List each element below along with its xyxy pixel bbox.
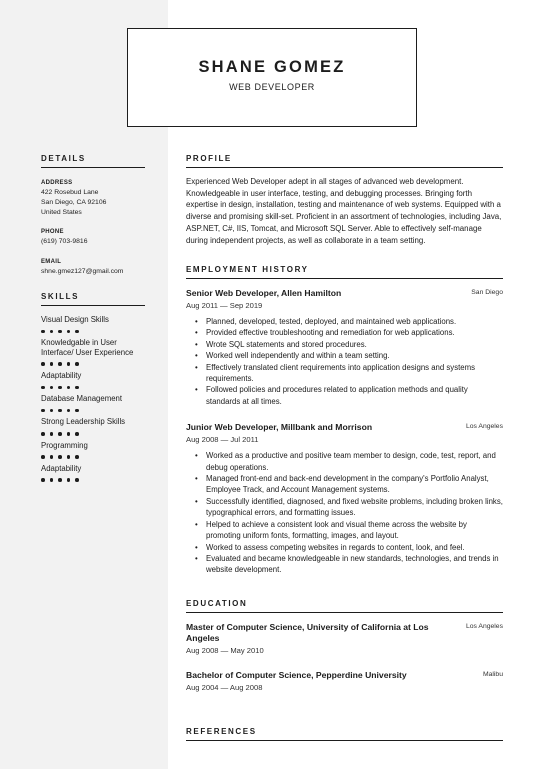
name-header-box bbox=[127, 28, 417, 127]
education-entry bbox=[186, 622, 503, 655]
rating-dot bbox=[75, 455, 79, 459]
profile-heading: PROFILE bbox=[186, 154, 503, 168]
job-header bbox=[186, 288, 503, 299]
employment-heading: EMPLOYMENT HISTORY bbox=[186, 265, 503, 279]
skill-name: Strong Leadership Skills bbox=[41, 417, 126, 427]
rating-dot bbox=[41, 455, 45, 459]
rating-dot bbox=[75, 432, 79, 436]
education-list bbox=[186, 622, 503, 692]
education-header bbox=[186, 670, 503, 681]
education-heading: EDUCATION bbox=[186, 599, 503, 613]
employment-section bbox=[186, 265, 503, 576]
education-section bbox=[186, 599, 503, 692]
candidate-name: SHANE GOMEZ bbox=[198, 58, 346, 76]
rating-dot bbox=[67, 409, 71, 413]
job-title: Senior Web Developer, Allen Hamilton bbox=[186, 288, 342, 298]
rating-dot bbox=[50, 330, 54, 334]
skill-name: Adaptability bbox=[41, 463, 82, 473]
rating-dot bbox=[41, 478, 45, 482]
rating-dot bbox=[67, 386, 71, 390]
job-bullet: • Planned, developed, tested, deployed, and maintained web applications. bbox=[195, 316, 503, 327]
job-bullet: • Evaluated and became knowledgeable in new standards, technologies, and trends in website development. bbox=[195, 553, 503, 576]
rating-dot bbox=[67, 362, 71, 366]
education-dates: Aug 2008 — May 2010 bbox=[186, 646, 264, 655]
job-bullet: • Provided effective troubleshooting and remediation for web applications. bbox=[195, 327, 503, 338]
skill-item bbox=[41, 441, 145, 459]
job-entry bbox=[186, 288, 503, 407]
skill-name: Adaptability bbox=[41, 370, 82, 380]
skill-rating bbox=[41, 432, 145, 436]
job-bullet: • Wrote SQL statements and stored procedures. bbox=[195, 339, 503, 350]
skill-rating bbox=[41, 478, 145, 482]
details-section bbox=[41, 154, 145, 277]
education-dates: Aug 2004 — Aug 2008 bbox=[186, 683, 263, 692]
rating-dot bbox=[75, 362, 79, 366]
job-bullet: • Worked to assess competing websites in regards to content, look, and feel. bbox=[195, 542, 503, 553]
skill-item bbox=[41, 417, 145, 435]
jobs-list bbox=[186, 288, 503, 576]
rating-dot bbox=[41, 362, 45, 366]
rating-dot bbox=[58, 362, 62, 366]
job-bullet: • Successfully identified, diagnosed, and fixed website problems, including broken links, typographical errors, and formatting issues. bbox=[195, 496, 503, 519]
education-header bbox=[186, 622, 503, 644]
job-bullet: • Followed policies and procedures related to application methods and quality standards at all times. bbox=[195, 384, 503, 407]
skill-rating bbox=[41, 362, 145, 366]
rating-dot bbox=[50, 362, 54, 366]
job-dates: Aug 2011 — Sep 2019 bbox=[186, 301, 263, 310]
skill-name: Visual Design Skills bbox=[41, 315, 109, 324]
job-bullet: • Managed front-end and back-end development in the company's Portfolio Analyst, Employee Track, and Account Management systems. bbox=[195, 473, 503, 496]
job-header bbox=[186, 422, 503, 433]
job-bullet: • Worked as a productive and positive team member to design, code, test, report, and debug operations. bbox=[195, 450, 503, 473]
references-heading: REFERENCES bbox=[186, 727, 503, 741]
skill-item bbox=[41, 338, 145, 366]
skill-item bbox=[41, 464, 145, 482]
job-dates: Aug 2008 — Jul 2011 bbox=[186, 435, 259, 445]
rating-dot bbox=[41, 432, 45, 436]
job-bullet: • Helped to achieve a consistent look and visual theme across the website by promoting uniform fonts, formatting, images, and layout. bbox=[195, 519, 503, 542]
references-section bbox=[186, 727, 503, 741]
email-label: EMAIL bbox=[41, 259, 62, 266]
job-entry bbox=[186, 422, 503, 575]
email-value: shne.gmez127@gmail.com bbox=[41, 268, 124, 276]
rating-dot bbox=[41, 386, 45, 390]
rating-dot bbox=[58, 455, 62, 459]
candidate-title: WEB DEVELOPER bbox=[229, 82, 315, 92]
job-bullets bbox=[186, 316, 503, 407]
education-location: Malibu bbox=[482, 671, 503, 678]
rating-dot bbox=[50, 386, 54, 390]
rating-dot bbox=[50, 478, 54, 482]
skills-heading: SKILLS bbox=[41, 292, 145, 306]
education-degree: Master of Computer Science, University of California at Los Angeles bbox=[186, 622, 429, 643]
rating-dot bbox=[75, 386, 79, 390]
rating-dot bbox=[41, 330, 45, 334]
rating-dot bbox=[75, 330, 79, 334]
rating-dot bbox=[58, 330, 62, 334]
rating-dot bbox=[67, 432, 71, 436]
profile-text: Experienced Web Developer adept in all stages of advanced web development. Knowledgeable in user interface, testing, and debugging processes. Bringing forth expertise in design, installation, testing and maintenance of web systems. Equipped with a diverse and promising skill-set. Proficient in an assortment of technologies, including Java, ASP.NET, C#, IIS, Tomcat, and Microsoft SQL Server. Able to effectively self-manage during independent projects, as well as collaborate in a team setting. bbox=[186, 177, 502, 245]
rating-dot bbox=[58, 409, 62, 413]
education-entry bbox=[186, 670, 503, 692]
phone-label: PHONE bbox=[41, 229, 64, 236]
skill-rating bbox=[41, 455, 145, 459]
skill-name: Knowledgable in User Interface/ User Experience bbox=[41, 338, 134, 357]
job-bullet: • Worked well independently and within a team setting. bbox=[195, 350, 503, 361]
job-location: San Diego bbox=[471, 289, 503, 296]
education-location: Los Angeles bbox=[465, 623, 503, 630]
skills-list bbox=[41, 315, 145, 482]
skill-item bbox=[41, 315, 145, 333]
rating-dot bbox=[50, 455, 54, 459]
rating-dot bbox=[58, 478, 62, 482]
rating-dot bbox=[75, 478, 79, 482]
job-title: Junior Web Developer, Millbank and Morrison bbox=[186, 422, 373, 433]
rating-dot bbox=[58, 432, 62, 436]
rating-dot bbox=[41, 409, 45, 413]
skill-rating bbox=[41, 330, 145, 334]
skill-rating bbox=[41, 409, 145, 413]
skill-item bbox=[41, 371, 145, 389]
profile-section bbox=[186, 154, 503, 246]
phone-value: (619) 703-9816 bbox=[41, 238, 88, 246]
skills-section bbox=[41, 292, 145, 482]
rating-dot bbox=[67, 330, 71, 334]
details-heading: DETAILS bbox=[41, 154, 145, 168]
address-line: San Diego, CA 92106 bbox=[41, 198, 107, 206]
skill-name: Database Management bbox=[41, 394, 123, 404]
education-degree: Bachelor of Computer Science, Pepperdine University bbox=[186, 670, 407, 680]
rating-dot bbox=[67, 478, 71, 482]
job-location: Los Angeles bbox=[465, 423, 503, 431]
rating-dot bbox=[50, 409, 54, 413]
skill-rating bbox=[41, 386, 145, 390]
rating-dot bbox=[67, 455, 71, 459]
job-bullets bbox=[186, 450, 503, 575]
skill-name: Programming bbox=[41, 440, 88, 450]
address-label: ADDRESS bbox=[41, 180, 73, 186]
skill-item bbox=[41, 394, 145, 412]
address-line: United States bbox=[41, 208, 82, 216]
job-bullet: • Effectively translated client requirements into application designs and systems requirements. bbox=[195, 362, 503, 385]
rating-dot bbox=[50, 432, 54, 436]
rating-dot bbox=[58, 386, 62, 390]
rating-dot bbox=[75, 409, 79, 413]
address-line: 422 Rosebud Lane bbox=[41, 189, 99, 196]
address-value bbox=[41, 188, 145, 217]
